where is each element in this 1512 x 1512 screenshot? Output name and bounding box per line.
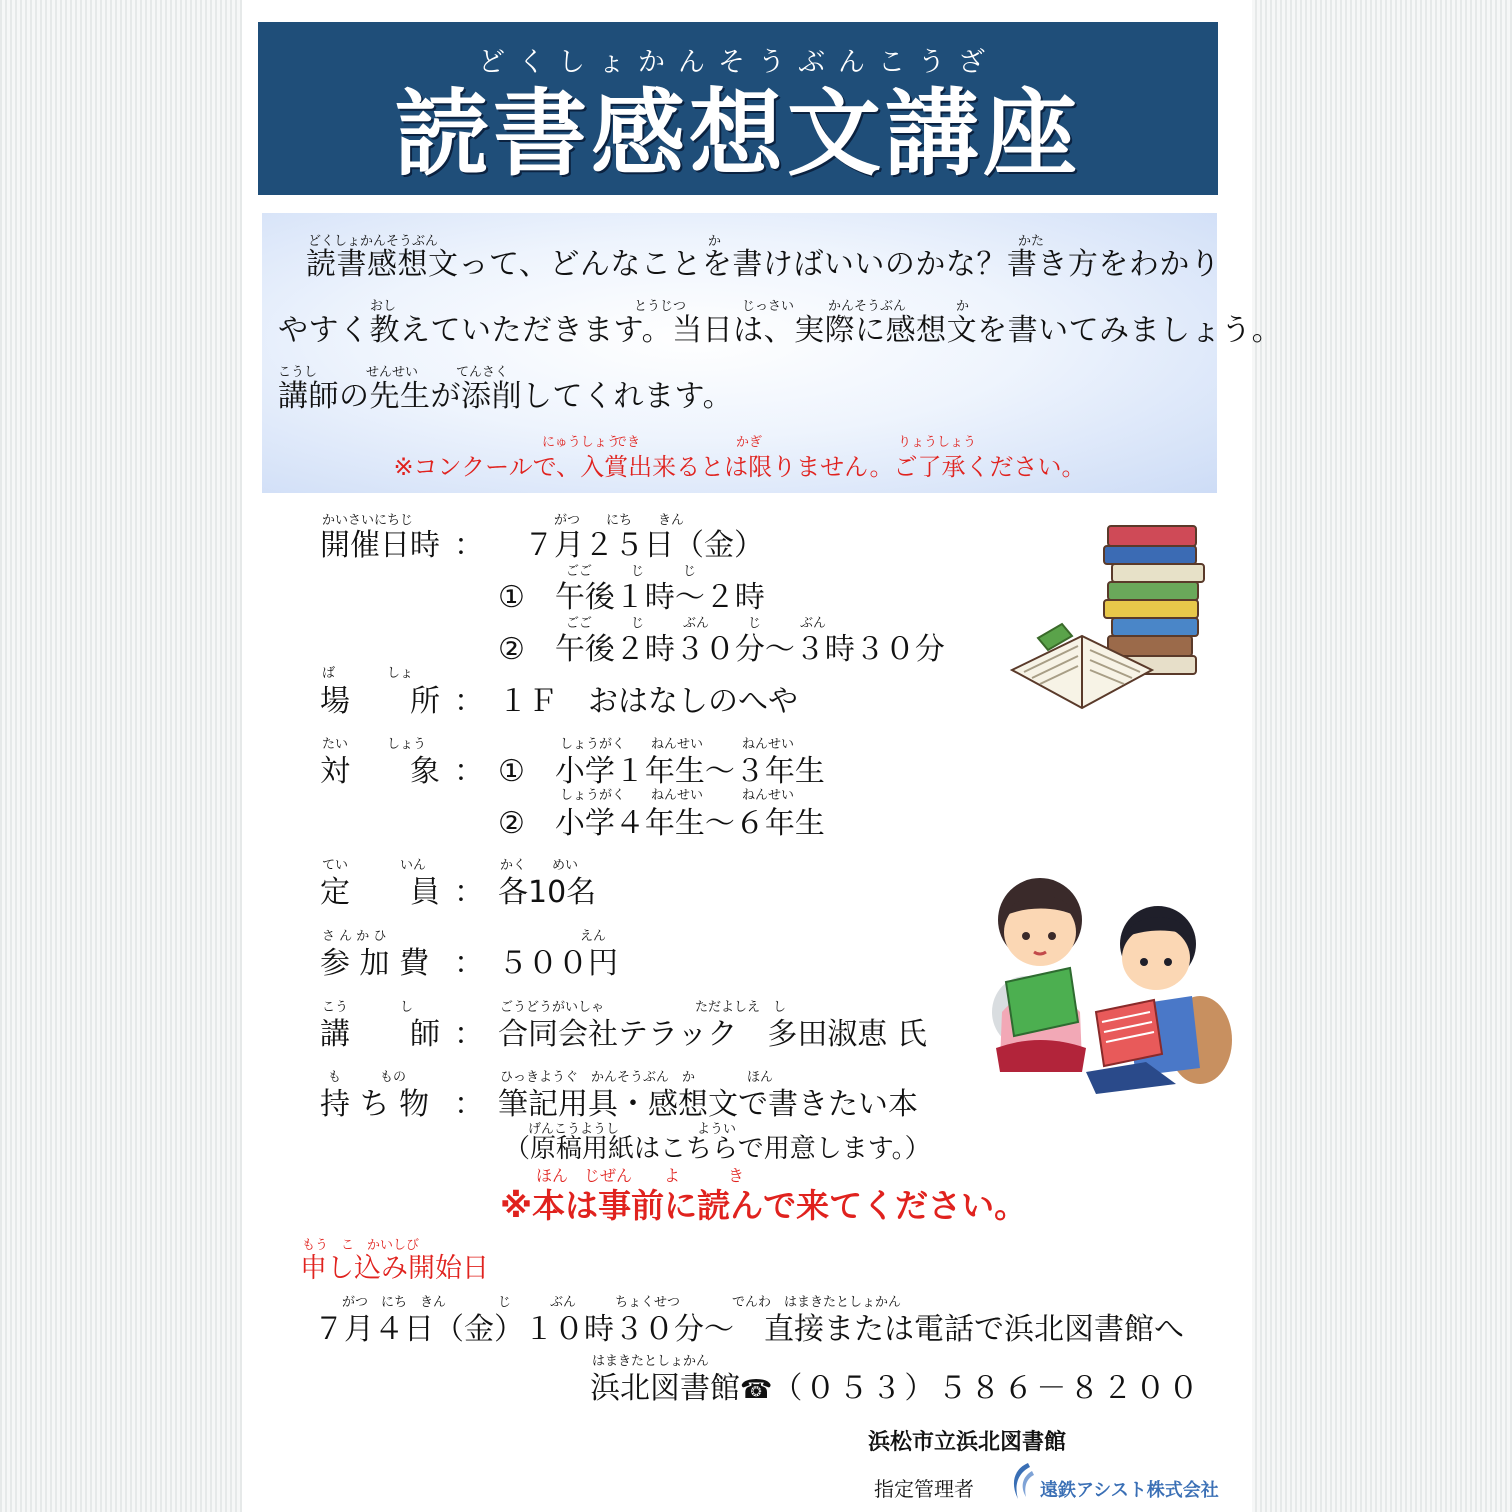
- ruby-koushi: こうし: [278, 365, 318, 380]
- intro-box: [262, 213, 1283, 493]
- capacity-colon: ：: [454, 875, 484, 910]
- intro-disclaimer: ※コンクールで、入賞出来るとは限りません。ご了承ください。: [393, 453, 1086, 481]
- children-reading-illustration-icon: [986, 872, 1236, 1100]
- place-label-ruby: ば しょ: [322, 666, 414, 681]
- target-label-ruby: たい しょう: [322, 737, 427, 752]
- place-label: 場 所: [320, 684, 440, 719]
- ruby-sensei: せんせい: [366, 365, 419, 380]
- apply-line-ruby: がつ にち きん じ ぶん ちょくせつ でんわ はまきたとしょかん: [342, 1295, 902, 1310]
- capacity-value: 各10名: [498, 875, 597, 910]
- date-label-ruby: かいさいにちじ: [322, 513, 414, 528]
- manager-label: 指定管理者: [874, 1477, 974, 1501]
- capacity-label: 定 員: [320, 875, 440, 910]
- lecturer-label: 講 師: [320, 1017, 440, 1052]
- telephone-icon: ☎: [740, 1375, 773, 1405]
- belongings-value-ruby: ひっきようぐ かんそうぶん か ほん: [500, 1070, 774, 1085]
- apply-details: ７月４日（金）１０時３０分～ 直接または電話で浜北図書館へ: [314, 1312, 1184, 1347]
- capacity-value-ruby: かく めい: [500, 858, 579, 873]
- ruby-oshi: おし: [370, 299, 397, 314]
- session1-ruby: ごご じ じ: [566, 564, 697, 579]
- ruby-kansoubun: かんそうぶん: [828, 299, 907, 314]
- belongings-label: 持 ち 物: [320, 1087, 430, 1122]
- target2-ruby: しょうがく ねんせい ねんせい: [560, 788, 795, 803]
- ruby-ka-2: か: [956, 299, 970, 314]
- phone-label: 浜北図書館: [590, 1371, 740, 1406]
- warning-ruby: ほん じぜん よ き: [536, 1166, 745, 1185]
- fee-value-ruby: えん: [580, 929, 607, 944]
- ruby-tensaku: てんさく: [456, 365, 509, 380]
- place-colon: ：: [454, 684, 484, 719]
- ruby-dokusho: どくしょかんそうぶん: [308, 234, 439, 249]
- date-label: 開催日時: [320, 528, 440, 563]
- target-2: ② 小学４年生～６年生: [498, 806, 825, 841]
- fee-label: 参 加 費: [320, 946, 430, 981]
- company-logo-icon: [1004, 1461, 1034, 1501]
- target-label: 対 象: [320, 754, 440, 789]
- apply-title: 申し込み開始日: [300, 1253, 489, 1284]
- page-title: 読書感想文講座: [394, 80, 1081, 189]
- lecturer-value: 合同会社テラック 多田淑恵 氏: [498, 1017, 927, 1052]
- target-colon: ：: [454, 754, 484, 789]
- session-2: ② 午後２時３０分～３時３０分: [498, 632, 945, 667]
- ruby-ryoushou: りょうしょう: [898, 435, 977, 450]
- session2-ruby: ごご じ ぶん じ ぶん: [566, 616, 827, 631]
- date-value-ruby: がつ にち きん: [554, 513, 685, 528]
- preread-warning: ※本は事前に読んで来てください。: [500, 1186, 1028, 1225]
- target1-ruby: しょうがく ねんせい ねんせい: [560, 737, 795, 752]
- lecturer-value-ruby: ごうどうがいしゃ ただよしえ し: [500, 1000, 787, 1015]
- date-colon: ：: [454, 528, 484, 563]
- fee-colon: ：: [454, 946, 484, 981]
- belongings-label-ruby: も もの: [328, 1070, 407, 1085]
- fee-value: ５００円: [498, 946, 618, 981]
- intro-line-3: 講師の先生が添削してくれます。: [278, 379, 734, 414]
- apply-title-ruby: もう こ かいしび: [302, 1238, 420, 1253]
- intro-line-2: やすく教えていただきます。当日は、実際に感想文を書いてみましょう。: [278, 313, 1283, 348]
- belongings-colon: ：: [454, 1087, 484, 1122]
- books-illustration-icon: [1004, 520, 1210, 712]
- date-value: ７月２５日（金）: [524, 528, 764, 563]
- phone-label-ruby: はまきたとしょかん: [592, 1354, 710, 1369]
- lecturer-colon: ：: [454, 1017, 484, 1052]
- phone-line: [590, 1363, 1201, 1407]
- ruby-jissai: じっさい: [742, 299, 795, 314]
- organizer: 浜松市立浜北図書館: [868, 1430, 1067, 1455]
- phone-number: （０５３）５８６－８２００: [772, 1371, 1202, 1406]
- title-banner: [258, 22, 1218, 195]
- ruby-toujitsu: とうじつ: [634, 299, 687, 314]
- belongings-note: （原稿用紙はこちらで用意します。）: [504, 1134, 931, 1164]
- ruby-kagi: かぎ: [736, 435, 763, 450]
- ruby-nyuushou: にゅうしょう: [542, 435, 620, 450]
- belongings-value: 筆記用具・感想文で書きたい本: [498, 1087, 918, 1122]
- company-name: 遠鉄アシスト株式会社: [1040, 1480, 1219, 1501]
- capacity-label-ruby: てい いん: [322, 858, 427, 873]
- flyer-page: [242, 0, 1283, 1512]
- session-1: ① 午後１時～２時: [498, 580, 765, 615]
- lecturer-label-ruby: こう し: [322, 1000, 414, 1015]
- fee-label-ruby: さ ん か ひ: [322, 929, 387, 944]
- ruby-ka: か: [708, 234, 722, 249]
- belongings-note-ruby: げんこうようし ようい: [528, 1122, 737, 1137]
- ruby-kata: かた: [1018, 234, 1045, 249]
- intro-line-1: 読書感想文って、どんなことを書けばいいのかな？書き方をわかり: [306, 247, 1221, 282]
- target-1: ① 小学１年生～３年生: [498, 754, 825, 789]
- ruby-deki: でき: [614, 435, 641, 450]
- title-ruby: どくしょかんそうぶんこうざ: [478, 47, 998, 78]
- place-value: １Ｆ おはなしのへや: [498, 684, 798, 719]
